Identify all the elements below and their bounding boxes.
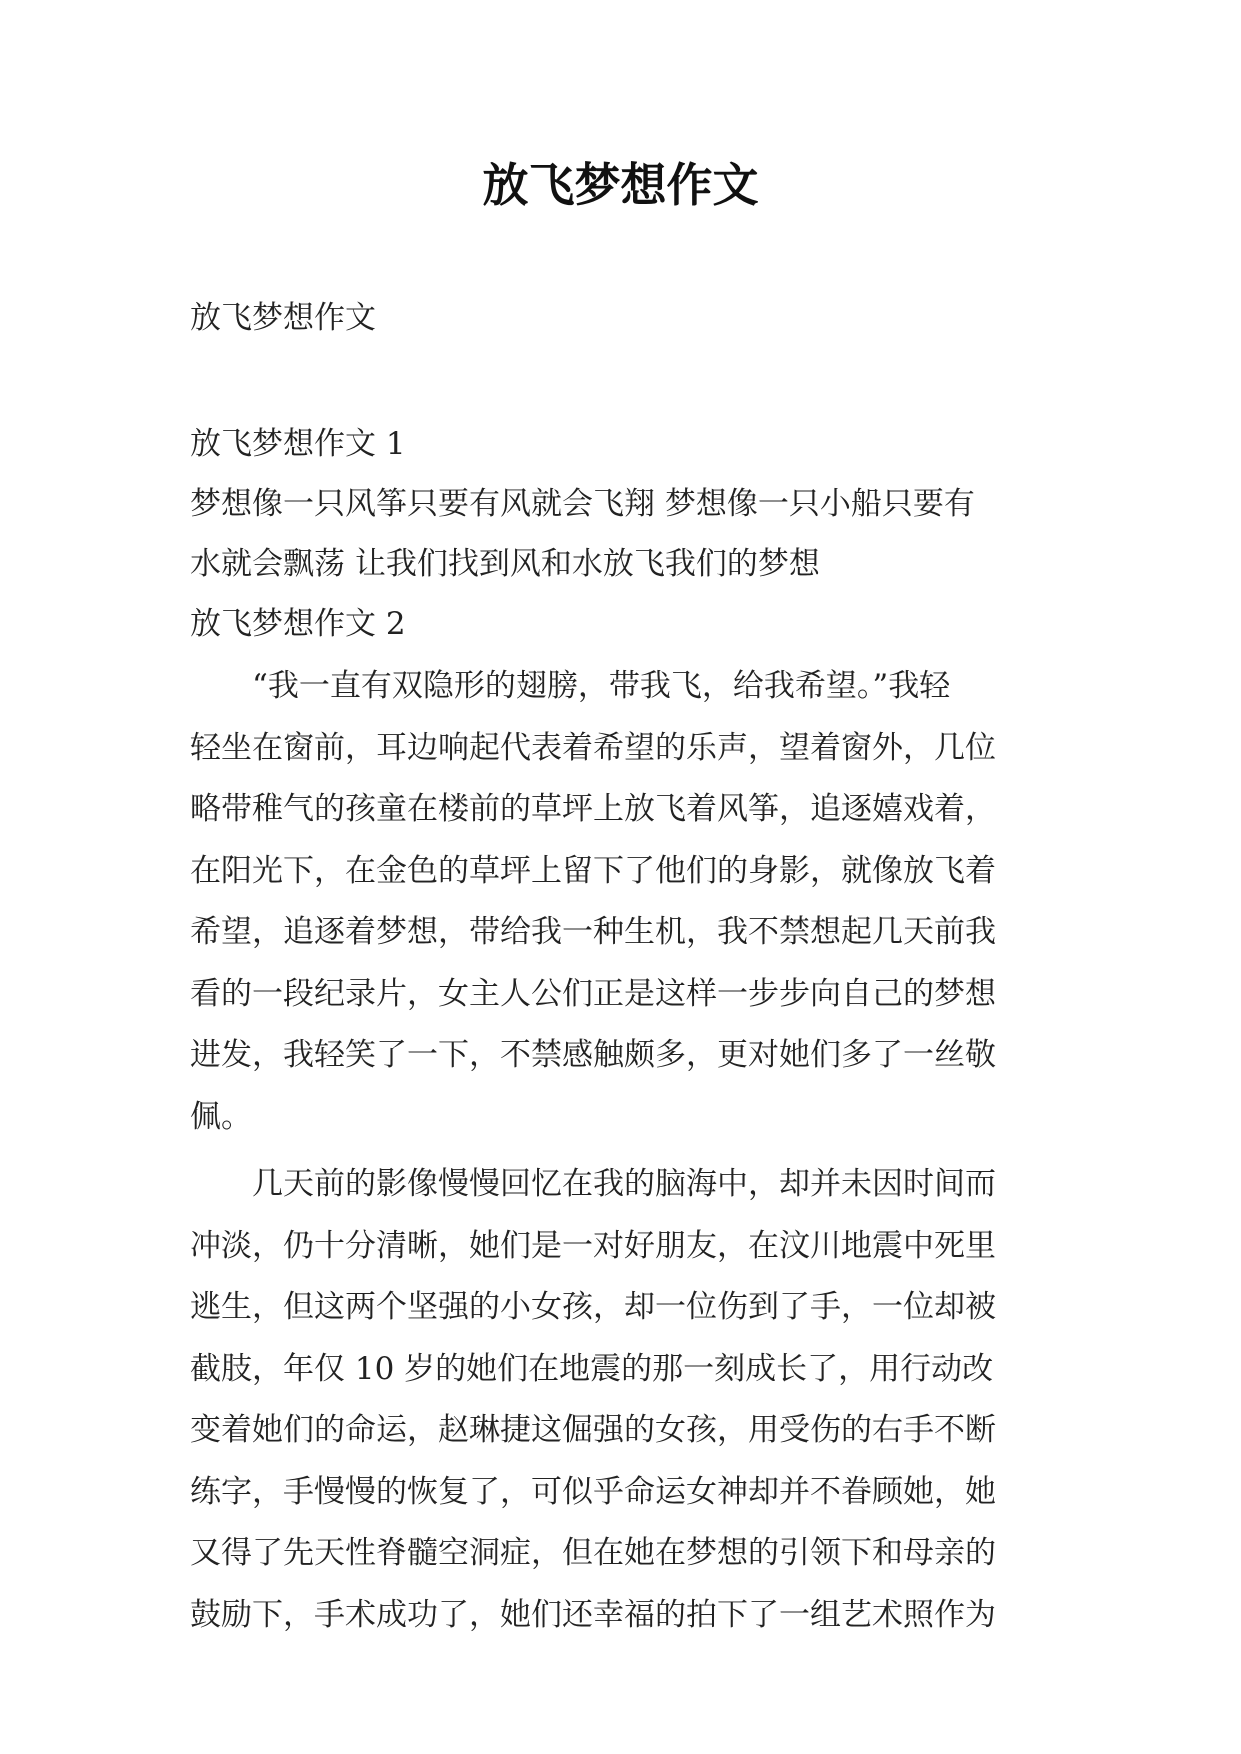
document-subtitle: 放飞梦想作文 bbox=[190, 300, 376, 336]
paragraph-line: 略带稚气的孩童在楼前的草坪上放飞着风筝，追逐嬉戏着， bbox=[190, 791, 996, 827]
document-title: 放飞梦想作文 bbox=[482, 158, 759, 212]
paragraph-line: 看的一段纪录片，女主人公们正是这样一步步向自己的梦想 bbox=[190, 975, 996, 1012]
paragraph-line: 佩。 bbox=[190, 1098, 252, 1135]
section-2 bbox=[190, 594, 1052, 654]
section-1-line: 水就会飘荡 让我们找到风和水放飞我们的梦想 bbox=[190, 546, 820, 582]
section-1-line: 梦想像一只风筝只要有风就会飞翔 梦想像一只小船只要有 bbox=[190, 486, 975, 522]
paragraph-line: 几天前的影像慢慢回忆在我的脑海中，却并未因时间而 bbox=[252, 1166, 996, 1202]
paragraph-1 bbox=[190, 656, 1052, 1148]
section-1 bbox=[190, 414, 1052, 594]
paragraph-line: 在阳光下，在金色的草坪上留下了他们的身影，就像放飞着 bbox=[190, 852, 996, 889]
paragraph-line: “我一直有双隐形的翅膀，带我飞，给我希望。”我轻 bbox=[252, 668, 951, 704]
paragraph-line: 又得了先天性脊髓空洞症，但在她在梦想的引领下和母亲的 bbox=[190, 1535, 996, 1571]
paragraph-line: 变着她们的命运，赵琳捷这倔强的女孩，用受伤的右手不断 bbox=[190, 1412, 996, 1448]
section-1-heading: 放飞梦想作文 1 bbox=[190, 426, 406, 462]
document-body bbox=[190, 288, 1052, 1646]
paragraph-2 bbox=[190, 1154, 1052, 1646]
paragraph-line: 希望，追逐着梦想，带给我一种生机，我不禁想起几天前我 bbox=[190, 914, 996, 950]
paragraph-line: 练字，手慢慢的恢复了，可似乎命运女神却并不眷顾她，她 bbox=[190, 1473, 996, 1510]
paragraph-line: 冲淡，仍十分清晰，她们是一对好朋友，在汶川地震中死里 bbox=[190, 1227, 996, 1264]
paragraph-line: 截肢，年仅 10 岁的她们在地震的那一刻成长了，用行动改 bbox=[190, 1350, 994, 1387]
section-2-heading: 放飞梦想作文 2 bbox=[190, 606, 406, 642]
paragraph-line: 进发，我轻笑了一下，不禁感触颇多，更对她们多了一丝敬 bbox=[190, 1037, 996, 1073]
paragraph-line: 逃生，但这两个坚强的小女孩，却一位伤到了手，一位却被 bbox=[190, 1289, 996, 1325]
paragraph-line: 鼓励下，手术成功了，她们还幸福的拍下了一组艺术照作为 bbox=[190, 1596, 996, 1633]
paragraph-line: 轻坐在窗前，耳边响起代表着希望的乐声，望着窗外，几位 bbox=[190, 729, 996, 766]
